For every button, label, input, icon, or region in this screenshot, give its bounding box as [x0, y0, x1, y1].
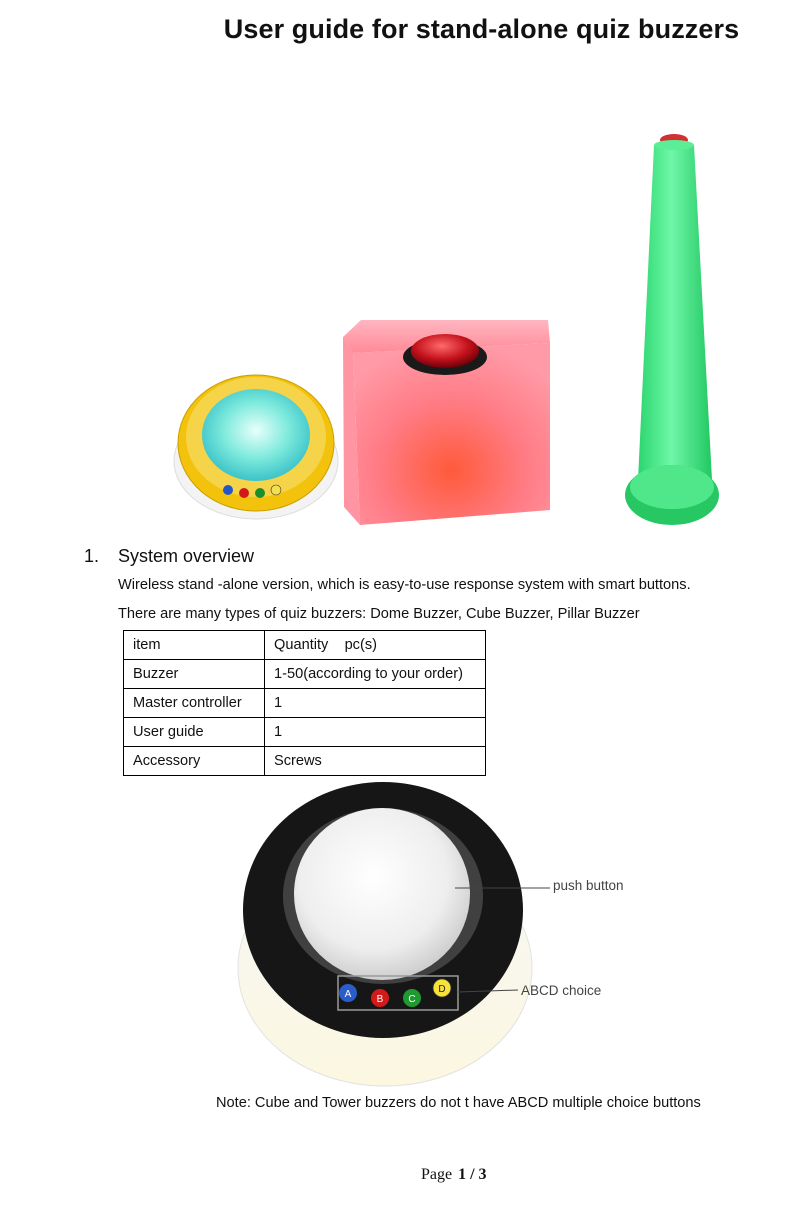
table-row	[124, 631, 486, 660]
table-cell: Quantity pc(s)	[265, 631, 486, 660]
table-cell: 1	[265, 689, 486, 718]
button-c-label: C	[408, 994, 416, 1005]
button-d-label: D	[438, 984, 446, 995]
dome-buzzer-photo	[174, 375, 338, 519]
page-title: User guide for stand-alone quiz buzzers	[223, 14, 740, 44]
table-cell: 1	[265, 718, 486, 747]
section-heading	[84, 546, 254, 567]
button-a-label: A	[344, 989, 352, 1000]
buzzer-types-paragraph: There are many types of quiz buzzers: Dome Buzzer, Cube Buzzer, Pillar Buzzer	[118, 606, 640, 622]
table-cell: User guide	[124, 718, 265, 747]
product-photo	[160, 125, 740, 535]
page-number: 1 / 3	[458, 1166, 487, 1183]
table-cell: item	[124, 631, 265, 660]
table-row	[124, 747, 486, 776]
overview-paragraph: Wireless stand -alone version, which is easy-to-use response system with smart buttons.	[118, 577, 691, 593]
table-row	[124, 689, 486, 718]
table-cell: Accessory	[124, 747, 265, 776]
button-b-label: B	[376, 994, 384, 1005]
cube-buzzer-photo	[343, 320, 550, 525]
contents-table	[123, 630, 486, 776]
section-number: 1.	[84, 546, 100, 566]
table-cell: Screws	[265, 747, 486, 776]
page-footer	[421, 1166, 487, 1184]
buzzer-diagram	[230, 778, 630, 1090]
pillar-buzzer-photo	[625, 134, 719, 525]
table-cell: Master controller	[124, 689, 265, 718]
table-cell: Buzzer	[124, 660, 265, 689]
table-row	[124, 660, 486, 689]
section-title: System overview	[118, 546, 255, 566]
page-label: Page	[421, 1166, 453, 1183]
table-cell: 1-50(according to your order)	[265, 660, 486, 689]
table-row	[124, 718, 486, 747]
push-button-label: push button	[553, 878, 624, 893]
note-text: Note: Cube and Tower buzzers do not t have ABCD multiple choice buttons	[216, 1095, 701, 1111]
abcd-choice-label: ABCD choice	[521, 983, 602, 998]
